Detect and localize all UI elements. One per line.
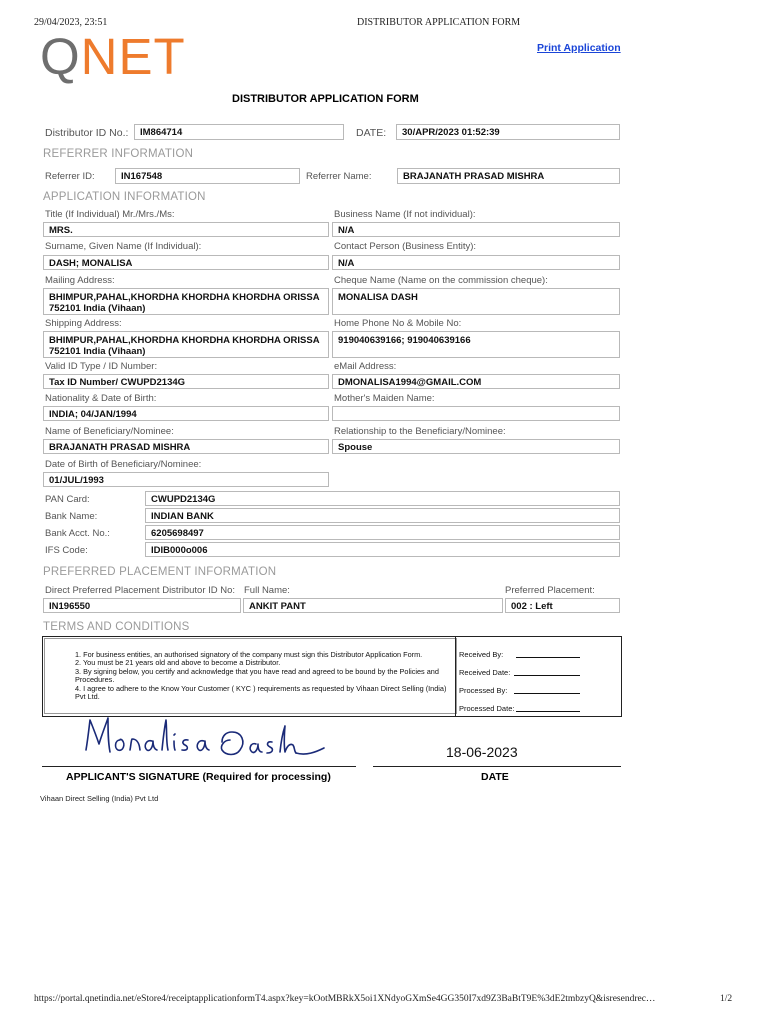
date-line <box>373 766 621 767</box>
print-timestamp: 29/04/2023, 23:51 <box>34 17 108 28</box>
print-page-title: DISTRIBUTOR APPLICATION FORM <box>357 17 521 28</box>
received-date-label: Received Date: <box>459 668 511 677</box>
print-application-link[interactable]: Print Application <box>537 42 621 54</box>
received-date-line <box>514 675 580 676</box>
processed-date-line <box>516 711 580 712</box>
direct-placement-label: Direct Preferred Placement Distributor ID No: <box>45 585 236 596</box>
bank-account-field: 6205698497 <box>145 525 620 540</box>
mailing-address-field: BHIMPUR,PAHAL,KHORDHA KHORDHA KHORDHA ORISSA 752101 India (Vihaan) <box>43 288 329 315</box>
form-title: DISTRIBUTOR APPLICATION FORM <box>232 93 419 105</box>
preferred-placement-label: Preferred Placement: <box>505 585 595 596</box>
signature-line <box>42 766 356 767</box>
business-name-label: Business Name (If not individual): <box>334 209 476 220</box>
relationship-label: Relationship to the Beneficiary/Nominee: <box>334 426 506 437</box>
id-type-label: Valid ID Type / ID Number: <box>45 361 158 372</box>
full-name-label: Full Name: <box>244 585 290 596</box>
surname-label: Surname, Given Name (If Individual): <box>45 241 202 252</box>
date-caption: DATE <box>481 771 509 783</box>
qnet-logo: QNET <box>40 28 186 85</box>
processed-date-label: Processed Date: <box>459 704 515 713</box>
beneficiary-dob-label: Date of Birth of Beneficiary/Nominee: <box>45 459 202 470</box>
cheque-name-label: Cheque Name (Name on the commission cheque): <box>334 275 548 286</box>
print-url: https://portal.qnetindia.net/eStore4/receiptapplicationformT4.aspx?key=kOotMBRkX5oi1XNdyoGXmSe4GG350I7xd9Z3BaBtT9E%3dE2tmbzyQ&isresendrec… <box>34 994 656 1004</box>
contact-person-label: Contact Person (Business Entity): <box>334 241 477 252</box>
pan-card-field: CWUPD2134G <box>145 491 620 506</box>
company-footer: Vihaan Direct Selling (India) Pvt Ltd <box>40 794 159 803</box>
placement-section-heading: PREFERRED PLACEMENT INFORMATION <box>43 566 277 578</box>
shipping-address-field: BHIMPUR,PAHAL,KHORDHA KHORDHA KHORDHA ORISSA 752101 India (Vihaan) <box>43 331 329 358</box>
nationality-label: Nationality & Date of Birth: <box>45 393 157 404</box>
ifs-code-label: IFS Code: <box>45 545 88 556</box>
processed-by-label: Processed By: <box>459 686 508 695</box>
beneficiary-label: Name of Beneficiary/Nominee: <box>45 426 174 437</box>
referrer-name-field: BRAJANATH PRASAD MISHRA <box>397 168 620 184</box>
received-by-line <box>516 657 580 658</box>
bank-account-label: Bank Acct. No.: <box>45 528 110 539</box>
nationality-field: INDIA; 04/JAN/1994 <box>43 406 329 421</box>
beneficiary-dob-field: 01/JUL/1993 <box>43 472 329 487</box>
bank-name-field: INDIAN BANK <box>145 508 620 523</box>
date-field: 30/APR/2023 01:52:39 <box>396 124 620 140</box>
terms-text-area <box>44 638 457 714</box>
surname-field: DASH; MONALISA <box>43 255 329 270</box>
maiden-name-label: Mother's Maiden Name: <box>334 393 435 404</box>
referrer-id-field: IN167548 <box>115 168 300 184</box>
cheque-name-field: MONALISA DASH <box>332 288 620 315</box>
maiden-name-field <box>332 406 620 421</box>
office-use-panel <box>455 637 621 716</box>
terms-item: 1. For business entities, an authorised signatory of the company must sign this Distributor Application Form. <box>75 650 423 659</box>
application-section-heading: APPLICATION INFORMATION <box>43 191 206 203</box>
terms-box <box>42 636 622 717</box>
terms-item: 4. I agree to adhere to the Know Your Customer ( KYC ) requirements as requested by Vihaan Direct Selling (India) Pvt Ltd. <box>75 683 447 702</box>
terms-item: 2. You must be 21 years old and above to become a Distributor. <box>75 658 281 668</box>
title-label: Title (If Individual) Mr./Mrs./Ms: <box>45 209 175 220</box>
id-type-field: Tax ID Number/ CWUPD2134G <box>43 374 329 389</box>
direct-placement-field: IN196550 <box>43 598 241 613</box>
referrer-name-label: Referrer Name: <box>306 171 372 182</box>
bank-name-label: Bank Name: <box>45 511 98 522</box>
terms-section-heading: TERMS AND CONDITIONS <box>43 621 190 633</box>
full-name-field: ANKIT PANT <box>243 598 503 613</box>
business-name-field: N/A <box>332 222 620 237</box>
beneficiary-field: BRAJANATH PRASAD MISHRA <box>43 439 329 454</box>
handwritten-signature <box>80 712 340 770</box>
email-field: DMONALISA1994@GMAIL.COM <box>332 374 620 389</box>
referrer-section-heading: REFERRER INFORMATION <box>43 148 194 160</box>
mailing-address-label: Mailing Address: <box>45 275 115 286</box>
title-field: MRS. <box>43 222 329 237</box>
email-label: eMail Address: <box>334 361 397 372</box>
received-by-label: Received By: <box>459 650 504 659</box>
shipping-address-label: Shipping Address: <box>45 318 122 329</box>
terms-item: 3. By signing below, you certify and acknowledge that you have read and agreed to be bound by the Policies and Procedures. <box>75 666 439 685</box>
distributor-id-label: Distributor ID No.: <box>45 127 129 139</box>
date-label: DATE: <box>356 127 387 139</box>
print-page-number: 1/2 <box>720 994 733 1004</box>
contact-person-field: N/A <box>332 255 620 270</box>
phone-field: 919040639166; 919040639166 <box>332 331 620 358</box>
applicant-signature-label: APPLICANT'S SIGNATURE (Required for processing) <box>66 771 331 783</box>
phone-label: Home Phone No & Mobile No: <box>334 318 462 329</box>
signature-date-value: 18-06-2023 <box>446 744 518 760</box>
terms-list <box>75 651 455 701</box>
preferred-placement-field: 002 : Left <box>505 598 620 613</box>
referrer-id-label: Referrer ID: <box>45 171 95 182</box>
relationship-field: Spouse <box>332 439 620 454</box>
distributor-id-field: IM864714 <box>134 124 344 140</box>
processed-by-line <box>514 693 580 694</box>
ifs-code-field: IDIB000o006 <box>145 542 620 557</box>
pan-card-label: PAN Card: <box>45 494 90 505</box>
